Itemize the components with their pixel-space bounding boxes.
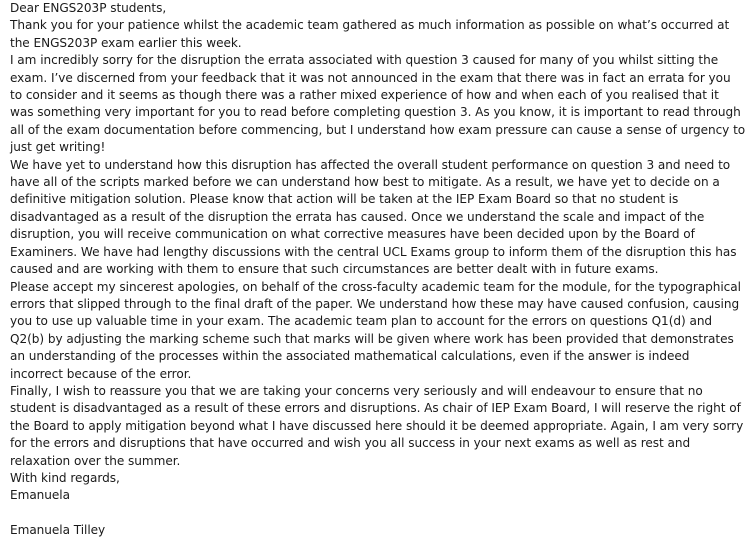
- paragraph-mitigation: We have yet to understand how this disruption has affected the overall student performance on question 3 and need to have all of the scripts marked before we can understand how best to mitigate. As a result, we have yet to decide on a definitive mitigation solution. Please know that action will be taken at the IEP Exam Board so that no student is disadvantaged as a result of the disruption the errata has caused. Once we understand the scale and impact of the disruption, you will receive communication on what corrective measures have been decided upon by the Board of Examiners. We have had lengthy discussions with the central UCL Exams group to inform them of the disruption this has caused and are working with them to ensure that such circumstances are better dealt with in future exams.: [10, 157, 737, 277]
- signoff-name: Emanuela: [10, 488, 70, 503]
- signature-full-name: Emanuela Tilley: [10, 523, 106, 538]
- signature-spacer: [10, 505, 746, 522]
- closing: With kind regards,: [10, 470, 120, 485]
- paragraph-typographical-errors: Please accept my sincerest apologies, on behalf of the cross-faculty academic team for the module, for the typographical errors that slipped through to the final draft of the paper. We understand how these may have caused confusion, causing you to use up valuable time in your exam. The academic team plan to account for the errors on questions Q1(d) and Q2(b) by adjusting the marking scheme such that marks will be given where work has been provided that demonstrates an understanding of the processes within the associated mathematical calculations, even if the answer is indeed incorrect because of the error.: [10, 279, 741, 381]
- paragraph-reassurance: Finally, I wish to reassure you that we are taking your concerns very seriously and will endeavour to ensure that no student is disadvantaged as a result of these errors and disruptions. As chair of IEP Exam Board, I will reserve the right of the Board to apply mitigation beyond what I have discussed here should it be deemed appropriate. Again, I am very sorry for the errors and disruptions that have occurred and wish you all success in your next exams as well as rest and relaxation over the summer.: [10, 383, 744, 468]
- paragraph-apology-errata: I am incredibly sorry for the disruption the errata associated with question 3 caused for many of you whilst sitting the exam. I’ve discerned from your feedback that it was not announced in the exam that there was in fact an errata for you to consider and it seems as though there was a rather mixed experience of how and when each of you realised that it was something very important for you to read before completing question 3. As you know, it is important to read through all of the exam documentation before commencing, but I understand how exam pressure can cause a sense of urgency to just get writing!: [10, 53, 746, 155]
- greeting: Dear ENGS203P students,: [10, 1, 167, 15]
- paragraph-thanks: Thank you for your patience whilst the academic team gathered as much information as possible on what’s occurred at the ENGS203P exam earlier this week.: [10, 18, 730, 50]
- email-body: [10, 0, 746, 540]
